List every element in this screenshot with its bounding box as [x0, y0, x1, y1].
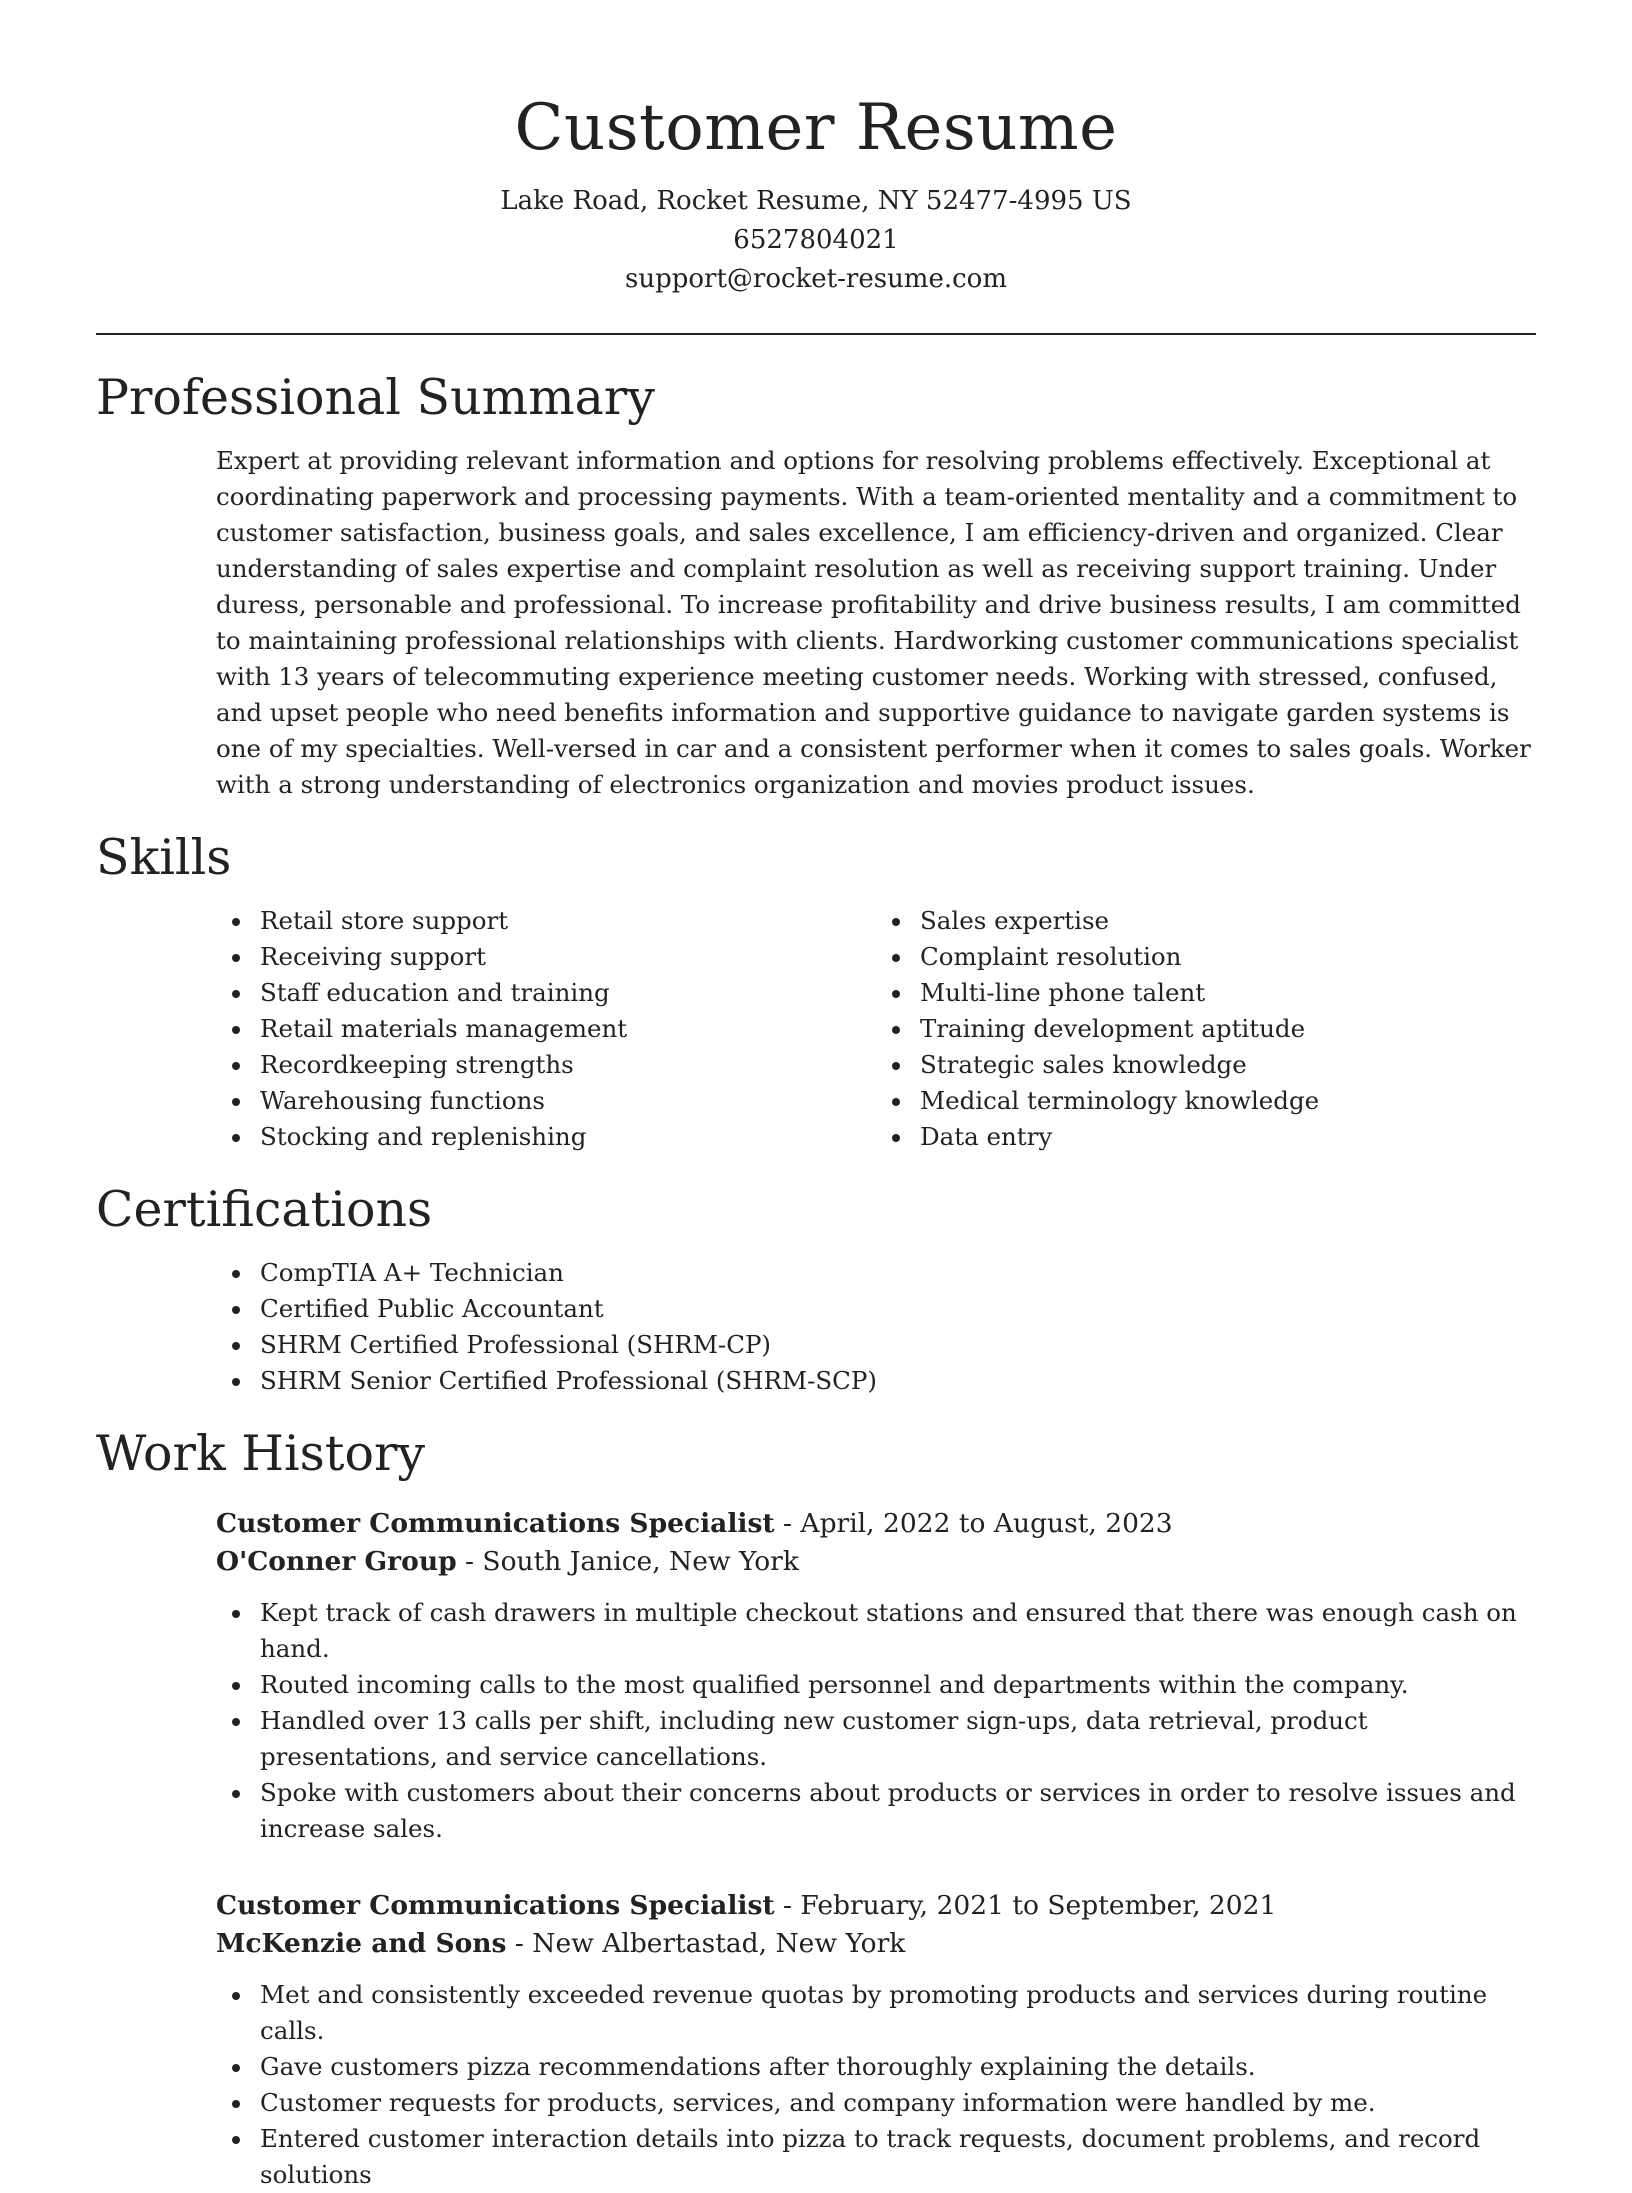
job-duties-list	[216, 1977, 1536, 2193]
skill-item: Staff education and training	[260, 975, 876, 1011]
job-location: - New Albertastad, New York	[506, 1928, 906, 1959]
bullet-icon	[232, 1098, 240, 1106]
bullet-icon	[892, 990, 900, 998]
bullet-icon	[892, 1098, 900, 1106]
skills-section	[96, 825, 1536, 1155]
bullet-icon	[892, 1134, 900, 1142]
bullet-icon	[232, 990, 240, 998]
job-entry	[216, 1505, 1536, 1847]
bullet-icon	[892, 954, 900, 962]
job-duties-list	[216, 1595, 1536, 1847]
bullet-icon	[232, 1992, 240, 2000]
certification-item: SHRM Senior Certified Professional (SHRM-SCP)	[260, 1363, 1536, 1399]
job-duty: Spoke with customers about their concerns about products or services in order to resolve issues and increase sales.	[260, 1775, 1536, 1847]
bullet-icon	[232, 1342, 240, 1350]
job-role: Customer Communications Specialist	[216, 1508, 775, 1539]
skill-item: Recordkeeping strengths	[260, 1047, 876, 1083]
certification-item: Certified Public Accountant	[260, 1291, 1536, 1327]
skill-item: Data entry	[920, 1119, 1536, 1155]
job-duty: Handled over 13 calls per shift, including new customer sign-ups, data retrieval, product presentations, and service cancellations.	[260, 1703, 1536, 1775]
bullet-icon	[232, 1062, 240, 1070]
skill-item: Complaint resolution	[920, 939, 1536, 975]
contact-address: Lake Road, Rocket Resume, NY 52477-4995 US	[500, 186, 1132, 216]
summary-text: Expert at providing relevant information and options for resolving problems effectively. Exceptional at coordinating paperwork and processing payments. With a team-oriented mentality and a commitment to customer satisfaction, business goals, and sales excellence, I am efficiency-driven and organized. Clear understanding of sales expertise and complaint resolution as well as receiving support training. Under duress, personable and professional. To increase profitability and drive business results, I am committed to maintaining professional relationships with clients. Hardworking customer communications specialist with 13 years of telecommuting experience meeting customer needs. Working with stressed, confused, and upset people who need benefits information and supportive guidance to navigate garden systems is one of my specialties. Well-versed in car and a consistent performer when it comes to sales goals. Worker with a strong understanding of electronics organization and movies product issues.	[216, 446, 1531, 799]
job-duty: Kept track of cash drawers in multiple checkout stations and ensured that there was enough cash on hand.	[260, 1595, 1536, 1667]
work-history-section	[96, 1421, 1536, 2193]
job-company: O'Conner Group	[216, 1546, 457, 1577]
bullet-icon	[232, 1306, 240, 1314]
bullet-icon	[232, 1610, 240, 1618]
resume-header	[96, 0, 1536, 299]
bullet-icon	[232, 918, 240, 926]
skill-item: Retail materials management	[260, 1011, 876, 1047]
contact-block	[96, 182, 1536, 299]
bullet-icon	[232, 1134, 240, 1142]
certifications-list	[216, 1255, 1536, 1399]
skill-item: Warehousing functions	[260, 1083, 876, 1119]
bullet-icon	[232, 1718, 240, 1726]
job-location: - South Janice, New York	[456, 1546, 799, 1577]
skills-grid	[216, 903, 1536, 1155]
job-duty: Gave customers pizza recommendations after thoroughly explaining the details.	[260, 2049, 1536, 2085]
skill-item: Multi-line phone talent	[920, 975, 1536, 1011]
bullet-icon	[232, 1790, 240, 1798]
job-entry	[216, 1887, 1536, 2193]
skill-item: Stocking and replenishing	[260, 1119, 876, 1155]
bullet-icon	[232, 2100, 240, 2108]
skill-item: Retail store support	[260, 903, 876, 939]
job-dates: - April, 2022 to August, 2023	[774, 1508, 1173, 1539]
skill-item: Strategic sales knowledge	[920, 1047, 1536, 1083]
candidate-name: Customer Resume	[514, 91, 1118, 165]
bullet-icon	[892, 918, 900, 926]
bullet-icon	[232, 2136, 240, 2144]
job-company-line	[216, 1543, 1536, 1581]
skill-item: Receiving support	[260, 939, 876, 975]
certification-item: SHRM Certified Professional (SHRM-CP)	[260, 1327, 1536, 1363]
job-dates: - February, 2021 to September, 2021	[774, 1890, 1277, 1921]
skill-item: Sales expertise	[920, 903, 1536, 939]
job-role-line	[216, 1505, 1536, 1543]
job-duty: Met and consistently exceeded revenue quotas by promoting products and services during routine calls.	[260, 1977, 1536, 2049]
job-role: Customer Communications Specialist	[216, 1890, 775, 1921]
skill-item: Medical terminology knowledge	[920, 1083, 1536, 1119]
job-duty: Customer requests for products, services, and company information were handled by me.	[260, 2085, 1536, 2121]
certifications-section	[96, 1177, 1536, 1399]
job-duty: Entered customer interaction details into pizza to track requests, document problems, and record solutions	[260, 2121, 1536, 2193]
certification-item: CompTIA A+ Technician	[260, 1255, 1536, 1291]
job-role-line	[216, 1887, 1536, 1925]
bullet-icon	[232, 1270, 240, 1278]
bullet-icon	[232, 1682, 240, 1690]
skill-item: Training development aptitude	[920, 1011, 1536, 1047]
certifications-title: Certifications	[96, 1181, 433, 1238]
summary-title: Professional Summary	[96, 369, 655, 426]
job-company-line	[216, 1925, 1536, 1963]
contact-phone: 6527804021	[733, 225, 899, 255]
bullet-icon	[232, 1378, 240, 1386]
skills-list-left	[216, 903, 876, 1155]
bullet-icon	[892, 1062, 900, 1070]
bullet-icon	[232, 954, 240, 962]
summary-section	[96, 365, 1536, 803]
contact-email: support@rocket-resume.com	[624, 264, 1007, 294]
bullet-icon	[232, 1026, 240, 1034]
skills-title: Skills	[96, 829, 232, 886]
skills-list-right	[876, 903, 1536, 1155]
work-history-title: Work History	[96, 1425, 426, 1482]
bullet-icon	[892, 1026, 900, 1034]
header-divider	[96, 333, 1536, 335]
bullet-icon	[232, 2064, 240, 2072]
job-company: McKenzie and Sons	[216, 1928, 507, 1959]
resume-page	[96, 0, 1536, 2193]
job-duty: Routed incoming calls to the most qualified personnel and departments within the company.	[260, 1667, 1536, 1703]
